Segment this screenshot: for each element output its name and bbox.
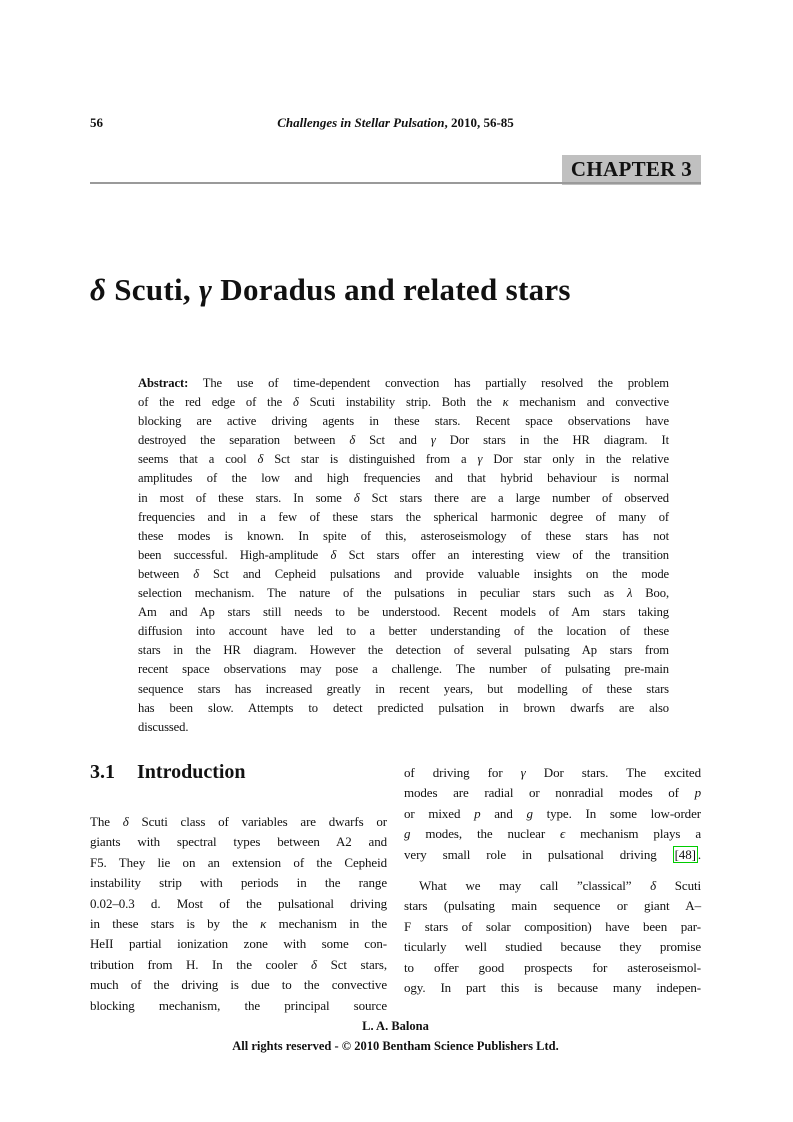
text-line: to offer good prospects for asteroseismol-	[404, 959, 701, 975]
text-line: of driving for γ Dor stars. The excited	[404, 765, 701, 780]
text-line: amplitudes of the low and high frequencies and that hybrid behaviour is normal	[138, 471, 669, 486]
text-line: in these stars is by the κ mechanism in the	[90, 916, 387, 932]
text-line: stars in the HR diagram. However the detection of several pulsating Ap stars from	[138, 643, 669, 658]
text-line: 0.02–0.3 d. Most of the pulsational driving	[90, 895, 387, 911]
text-line: blocking are active driving agents in these stars. Recent space observations have	[138, 414, 669, 429]
text-line: HeII partial ionization zone with some con-	[90, 936, 387, 952]
text-line: Abstract: The use of time-dependent convection has partially resolved the problem	[138, 376, 669, 390]
text-line: recent space observations may pose a challenge. The number of pulsating pre-main	[138, 662, 669, 677]
text-line: F5. They lie on an extension of the Cepheid	[90, 854, 387, 870]
text-line: sequence stars has increased greatly in recent years, but modelling of these stars	[138, 681, 669, 696]
running-title	[90, 115, 701, 131]
chapter-title: δ Scuti, γ Doradus and related stars	[90, 272, 571, 307]
right-column-paragraph-2	[404, 876, 701, 998]
text-line: blocking mechanism, the principal source	[90, 997, 387, 1013]
text-line: discussed.	[138, 719, 189, 734]
footer-copyright: All rights reserved - © 2010 Bentham Science Publishers Ltd.	[232, 1039, 559, 1053]
text-line: very small role in pulsational driving [48] .	[404, 846, 701, 862]
header-rule	[90, 182, 701, 184]
page-header	[90, 115, 701, 133]
journal-issue-pages: , 2010, 56-85	[444, 115, 514, 130]
chapter-badge: CHAPTER 3	[562, 155, 701, 185]
text-line: or mixed p and g type. In some low-order	[404, 805, 701, 821]
text-line: The δ Scuti class of variables are dwarfs or	[90, 814, 388, 829]
text-line: frequencies and in a few of these stars the spherical harmonic degree of many of	[138, 509, 669, 524]
text-line: seems that a cool δ Sct star is distinguished from a γ Dor star only in the relative	[138, 452, 669, 467]
text-line: What we may call ”classical” δ Scuti	[419, 878, 701, 894]
page-footer	[90, 1016, 701, 1056]
section-title: Introduction	[137, 761, 246, 783]
text-line: been successful. High-amplitude δ Sct stars offer an interesting view of the transition	[138, 547, 669, 562]
footer-author: L. A. Balona	[362, 1019, 429, 1033]
text-line: ogy. In part this is because many indepen-	[404, 980, 701, 996]
text-line: destroyed the separation between δ Sct and γ Dor stars in the HR diagram. It	[138, 433, 669, 448]
text-line: diffusion into account have led to a better understanding of the location of these	[138, 624, 669, 639]
journal-title: Challenges in Stellar Pulsation	[277, 115, 445, 130]
citation-link[interactable]: [48]	[674, 846, 696, 862]
text-line: instability strip with periods in the range	[90, 875, 387, 891]
text-line: in most of these stars. In some δ Sct stars there are a large number of observed	[138, 490, 669, 505]
text-line: of the red edge of the δ Scuti instability strip. Both the κ mechanism and convective	[138, 395, 669, 410]
text-line: between δ Sct and Cepheid pulsations and provide valuable insights on the mode	[138, 566, 670, 581]
text-line: these modes is known. In spite of this, asteroseismology of these stars has not	[138, 528, 669, 543]
text-line: g modes, the nuclear ϵ mechanism plays a	[404, 826, 702, 842]
text-line: giants with spectral types between A2 and	[90, 834, 387, 850]
right-column	[404, 763, 701, 998]
text-line: much of the driving is due to the convective	[90, 977, 387, 993]
text-line: modes are radial or nonradial modes of p	[404, 785, 701, 801]
right-column-paragraph-1	[404, 763, 701, 865]
text-line: selection mechanism. The nature of the pulsations in peculiar stars such as λ Boo,	[138, 586, 669, 601]
text-line: ticularly well studied because they promise	[404, 939, 701, 955]
abstract-paragraph	[138, 374, 669, 737]
text-line: stars (pulsating main sequence or giant A–	[404, 898, 701, 914]
section-heading	[90, 761, 246, 784]
text-line: F stars of solar composition) have been par-	[404, 918, 701, 934]
text-line: has been slow. Attempts to detect predicted pulsation in brown dwarfs are also	[138, 700, 669, 715]
page-number: 56	[90, 115, 103, 130]
left-column-paragraph	[90, 812, 387, 1016]
text-line: tribution from H. In the cooler δ Sct stars,	[90, 956, 388, 972]
text-line: Am and Ap stars still needs to be understood. Recent models of Am stars taking	[138, 605, 669, 620]
section-number: 3.1	[90, 761, 115, 783]
